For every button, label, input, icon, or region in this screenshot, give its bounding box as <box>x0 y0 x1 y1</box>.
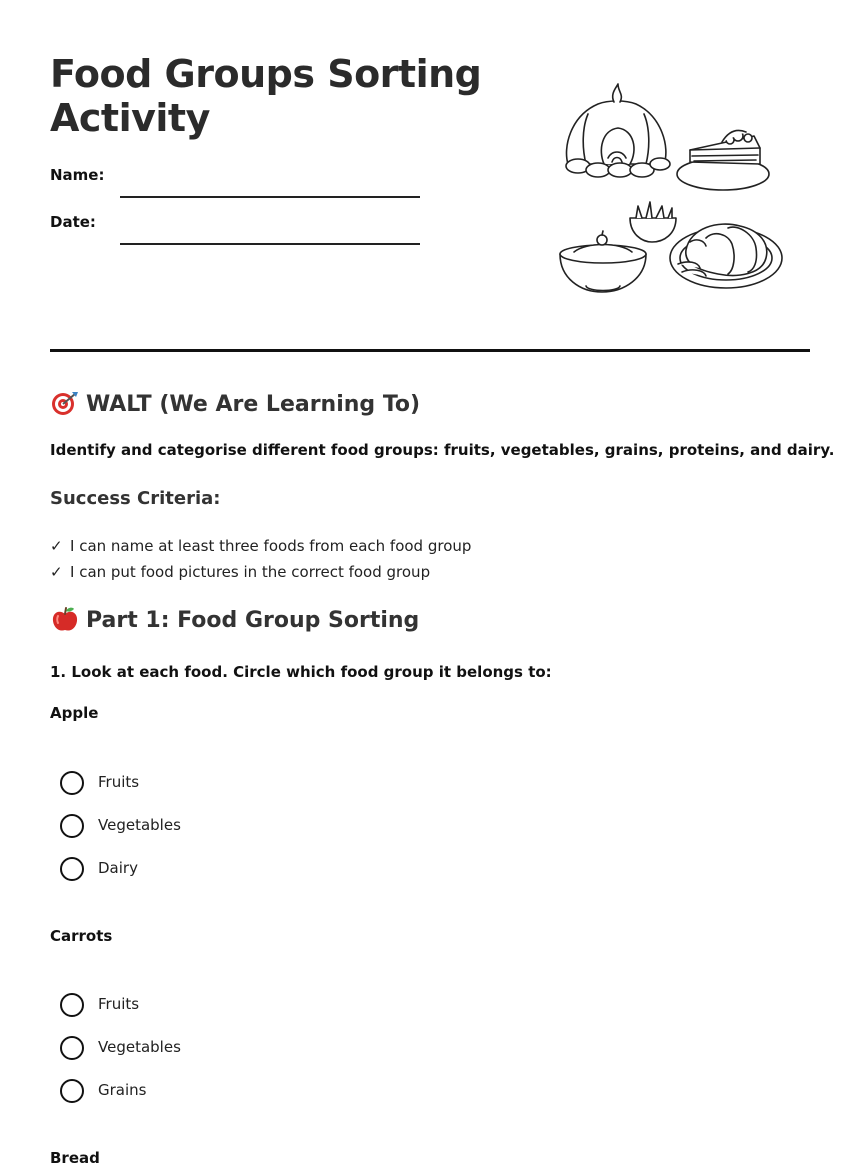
section-divider <box>50 349 810 352</box>
date-label: Date: <box>50 213 96 231</box>
option-label: Grains <box>98 1081 147 1099</box>
radio-circle-icon[interactable] <box>60 993 84 1017</box>
name-row <box>50 166 430 196</box>
question-food-apple: Apple <box>50 704 99 722</box>
name-field[interactable] <box>120 180 420 198</box>
part1-heading <box>50 606 419 633</box>
name-label: Name: <box>50 166 105 184</box>
option-label: Fruits <box>98 773 140 791</box>
date-field[interactable] <box>120 227 420 245</box>
radio-circle-icon[interactable] <box>60 1036 84 1060</box>
question-food-carrots: Carrots <box>50 927 113 945</box>
page-title: Food Groups Sorting Activity <box>50 52 482 140</box>
radio-circle-icon[interactable] <box>60 814 84 838</box>
list-item: ✓ I can put food pictures in the correct food group <box>50 559 471 585</box>
radio-circle-icon[interactable] <box>60 771 84 795</box>
success-criteria-heading: Success Criteria: <box>50 488 221 509</box>
checkmark-icon: ✓ <box>50 537 63 555</box>
walt-text: Identify and categorise different food groups: fruits, vegetables, grains, proteins, and dairy. <box>50 441 835 459</box>
option-label: Vegetables <box>98 816 181 834</box>
walt-heading-text: WALT (We Are Learning To) <box>86 392 421 417</box>
radio-circle-icon[interactable] <box>60 1079 84 1103</box>
food-illustration-icon <box>558 78 790 300</box>
target-icon <box>50 390 80 416</box>
list-item: ✓ I can name at least three foods from each food group <box>50 533 471 559</box>
option-label: Vegetables <box>98 1038 181 1056</box>
question-food-bread: Bread <box>50 1149 100 1167</box>
option-label: Dairy <box>98 859 138 877</box>
checkmark-icon: ✓ <box>50 563 63 581</box>
part1-heading-text: Part 1: Food Group Sorting <box>86 608 420 633</box>
walt-heading <box>50 390 420 417</box>
radio-circle-icon[interactable] <box>60 857 84 881</box>
apple-icon <box>50 606 80 632</box>
option-label: Fruits <box>98 995 140 1013</box>
question-instruction: 1. Look at each food. Circle which food group it belongs to: <box>50 663 552 681</box>
success-criteria-list <box>50 533 471 585</box>
date-row <box>50 213 430 243</box>
